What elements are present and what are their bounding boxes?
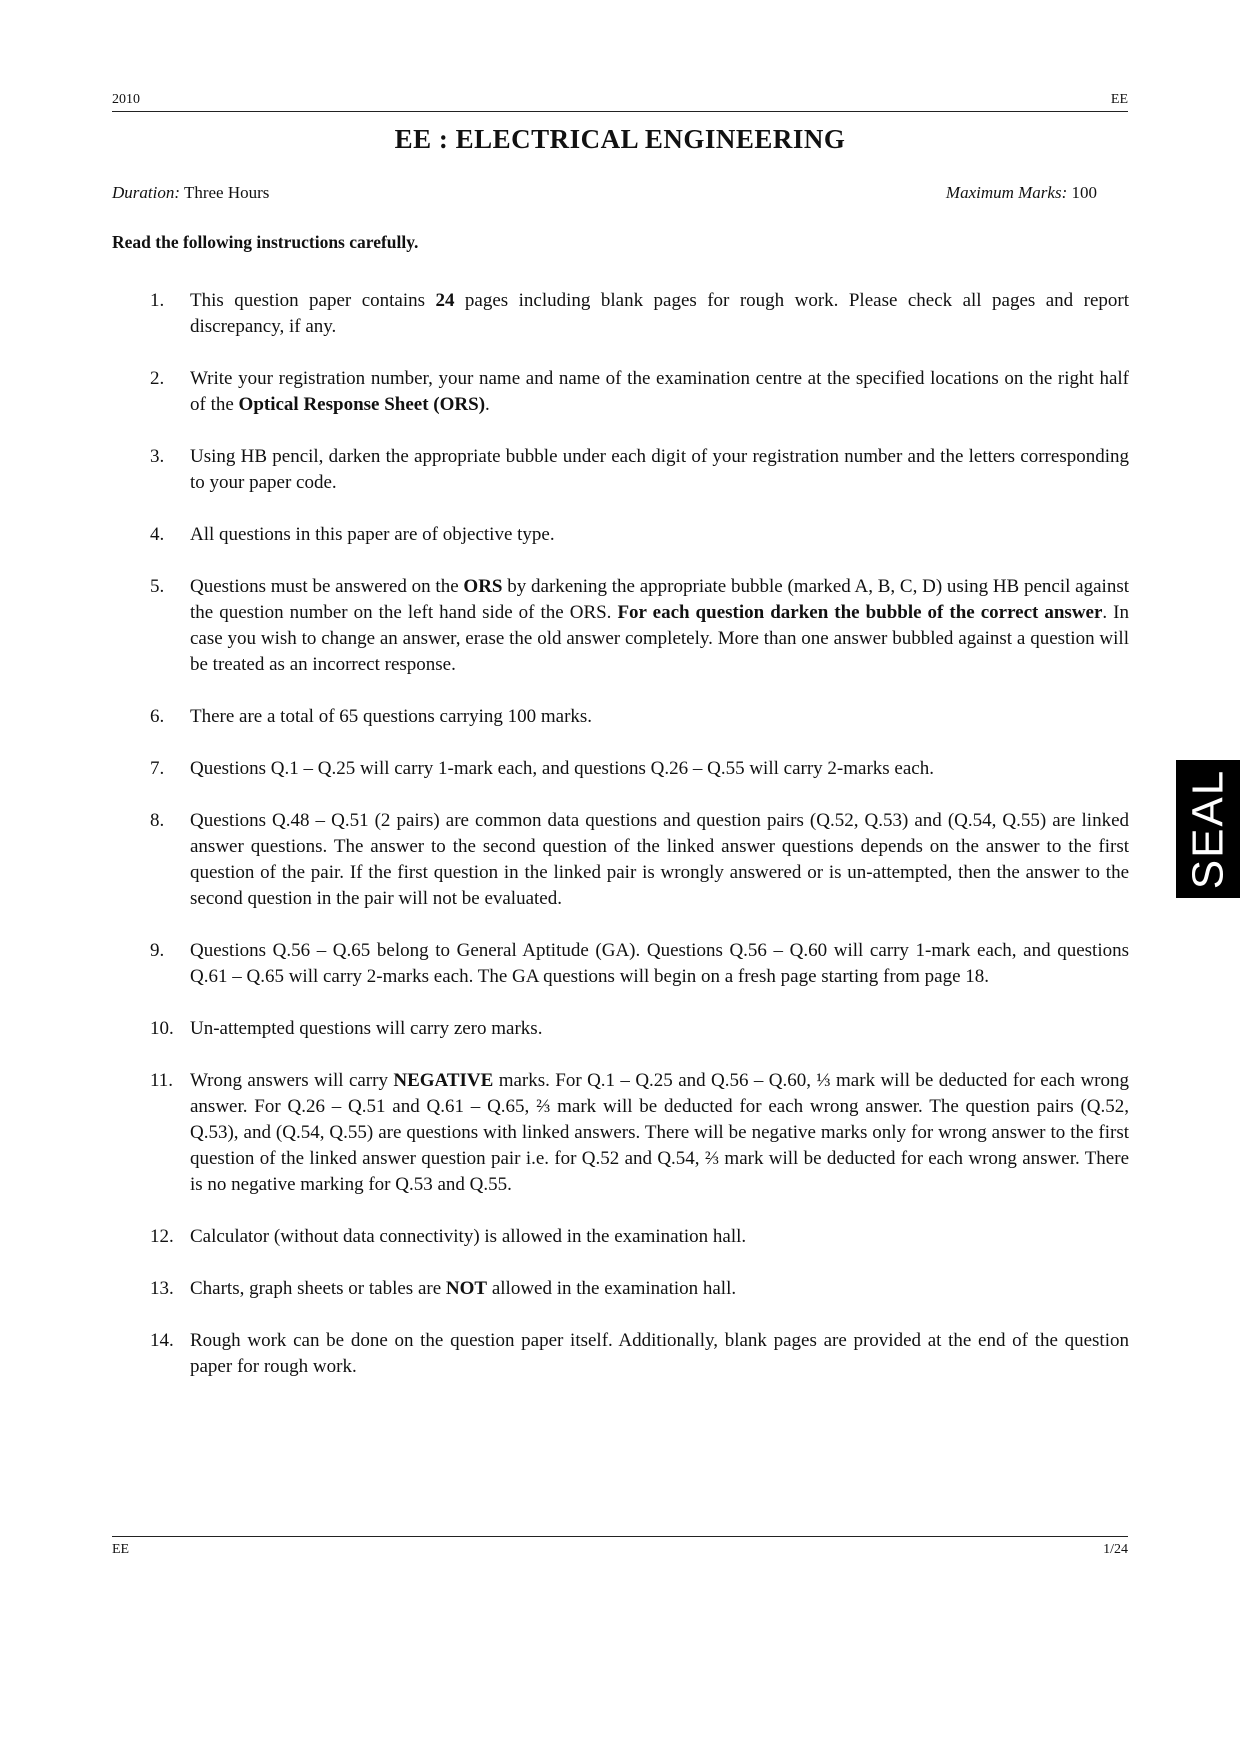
instruction-text-run: pages including blank pages for rough work. Please check all pages and report discrepancy, if any.: [190, 290, 1129, 337]
instruction-text-run: Write your registration number, your name and name of the examination centre at the specified locations on the right half of the: [190, 368, 1129, 415]
instruction-item: [112, 1328, 1129, 1380]
instruction-item: [112, 938, 1129, 990]
instruction-number: 14.: [150, 1330, 174, 1351]
instruction-item: [112, 1068, 1129, 1198]
instruction-text: [190, 1328, 1129, 1380]
instruction-text: [190, 1224, 1129, 1250]
duration: [112, 183, 269, 203]
maximum-marks-value: 100: [1071, 183, 1097, 202]
instruction-text-run: Calculator (without data connectivity) is allowed in the examination hall.: [190, 1226, 747, 1247]
instruction-number: 2.: [150, 368, 165, 389]
instruction-text-run: by darkening the appropriate bubble (marked A, B, C, D) using HB pencil against the question number on the left hand side of the ORS.: [190, 576, 1129, 623]
footer-rule: [112, 1536, 1128, 1537]
instruction-text-bold: NEGATIVE: [393, 1070, 494, 1091]
instruction-text-run: Rough work can be done on the question paper itself. Additionally, blank pages are provided at the end of the question paper for rough work.: [190, 1330, 1129, 1377]
instruction-number: 13.: [150, 1278, 174, 1299]
instruction-number: 12.: [150, 1226, 174, 1247]
instruction-text: [190, 704, 1129, 730]
instruction-item: [112, 756, 1129, 782]
instruction-text-run: This question paper contains: [190, 290, 436, 311]
instruction-item: [112, 1016, 1129, 1042]
header-year: 2010: [112, 92, 140, 107]
instruction-text: [190, 574, 1129, 678]
footer-page-number: 1/24: [1103, 1542, 1128, 1557]
header-rule: [112, 111, 1128, 112]
instruction-number: 4.: [150, 524, 165, 545]
instruction-item: [112, 522, 1129, 548]
duration-label: Duration:: [112, 183, 180, 202]
instruction-text-run: . In case you wish to change an answer, erase the old answer completely. More than one answer bubbled against a question will be treated as an incorrect response.: [190, 602, 1129, 675]
seal-label: SEAL: [1183, 768, 1233, 890]
maximum-marks: [946, 183, 1097, 203]
instructions-list: [112, 288, 1129, 1406]
instruction-number: 8.: [150, 810, 165, 831]
instruction-text-run: Questions Q.56 – Q.65 belong to General Aptitude (GA). Questions Q.56 – Q.60 will carry 1-mark each, and questions Q.61 – Q.65 will carry 2-marks each. The GA questions will begin on a fresh page starting from page 18.: [190, 940, 1129, 987]
instruction-text-run: There are a total of 65 questions carrying 100 marks.: [190, 706, 593, 727]
instruction-text: [190, 366, 1129, 418]
instruction-text-run: Questions Q.48 – Q.51 (2 pairs) are common data questions and question pairs (Q.52, Q.53) and (Q.54, Q.55) are linked answer questions. The answer to the second question of the linked answer questions depends on the answer to the first question of the pair. If the first question in the linked pair is wrongly answered or is un-attempted, then the answer to the second question in the pair will not be evaluated.: [190, 810, 1129, 909]
page-title: EE : ELECTRICAL ENGINEERING: [394, 124, 846, 154]
instruction-text-run: All questions in this paper are of objective type.: [190, 524, 555, 545]
seal-tab: [1176, 760, 1240, 898]
instruction-text-bold: NOT: [445, 1278, 488, 1299]
instruction-item: [112, 288, 1129, 340]
instructions-heading: Read the following instructions carefully.: [112, 232, 419, 252]
instruction-text-bold: 24: [435, 290, 455, 311]
instruction-text: [190, 444, 1129, 496]
instruction-text-run: Wrong answers will carry: [190, 1070, 394, 1091]
instruction-text: [190, 1276, 1129, 1302]
instruction-text-bold: For each question darken the bubble of the correct answer: [617, 602, 1103, 623]
instruction-text: [190, 1016, 1129, 1042]
instruction-text-run: Using HB pencil, darken the appropriate bubble under each digit of your registration number and the letters corresponding to your paper code.: [190, 446, 1129, 493]
duration-value: Three Hours: [183, 183, 270, 202]
instruction-number: 11.: [150, 1070, 174, 1091]
instruction-item: [112, 574, 1129, 678]
instruction-text-run: marks. For Q.1 – Q.25 and Q.56 – Q.60, ⅓ mark will be deducted for each wrong answer. For Q.26 – Q.51 and Q.61 – Q.65, ⅔ mark will be deducted for each wrong answer. The question pairs (Q.52, Q.53), and (Q.54, Q.55) are questions with linked answers. There will be negative marks only for wrong answer to the first question of the linked answer question pair i.e. for Q.52 and Q.54, ⅔ mark will be deducted for each wrong answer. There is no negative marking for Q.53 and Q.55.: [190, 1070, 1129, 1195]
instruction-text-run: Charts, graph sheets or tables are: [190, 1278, 446, 1299]
header-paper-code: EE: [1110, 92, 1128, 107]
instruction-text: [190, 288, 1129, 340]
footer-paper-code: EE: [112, 1542, 130, 1557]
instruction-item: [112, 1276, 1129, 1302]
instruction-number: 6.: [150, 706, 165, 727]
instruction-item: [112, 366, 1129, 418]
instruction-number: 3.: [150, 446, 165, 467]
instruction-text: [190, 808, 1129, 912]
instruction-item: [112, 808, 1129, 912]
instruction-text-run: .: [485, 394, 490, 415]
instruction-text-run: allowed in the examination hall.: [487, 1278, 737, 1299]
instruction-text-run: Un-attempted questions will carry zero marks.: [190, 1018, 543, 1039]
instruction-text-run: Questions Q.1 – Q.25 will carry 1-mark each, and questions Q.26 – Q.55 will carry 2-marks each.: [190, 758, 934, 779]
instruction-item: [112, 1224, 1129, 1250]
instruction-text-bold: Optical Response Sheet (ORS): [238, 394, 486, 415]
instruction-number: 1.: [150, 290, 165, 311]
instruction-text: [190, 1068, 1129, 1198]
instruction-number: 5.: [150, 576, 165, 597]
instruction-text: [190, 756, 1129, 782]
instruction-number: 10.: [150, 1018, 174, 1039]
instruction-number: 7.: [150, 758, 165, 779]
instruction-text: [190, 938, 1129, 990]
instruction-item: [112, 704, 1129, 730]
instruction-text-bold: ORS: [463, 576, 503, 597]
instruction-item: [112, 444, 1129, 496]
instruction-text-run: Questions must be answered on the: [190, 576, 464, 597]
instruction-text: [190, 522, 1129, 548]
maximum-marks-label: Maximum Marks:: [945, 183, 1068, 202]
instruction-number: 9.: [150, 940, 165, 961]
